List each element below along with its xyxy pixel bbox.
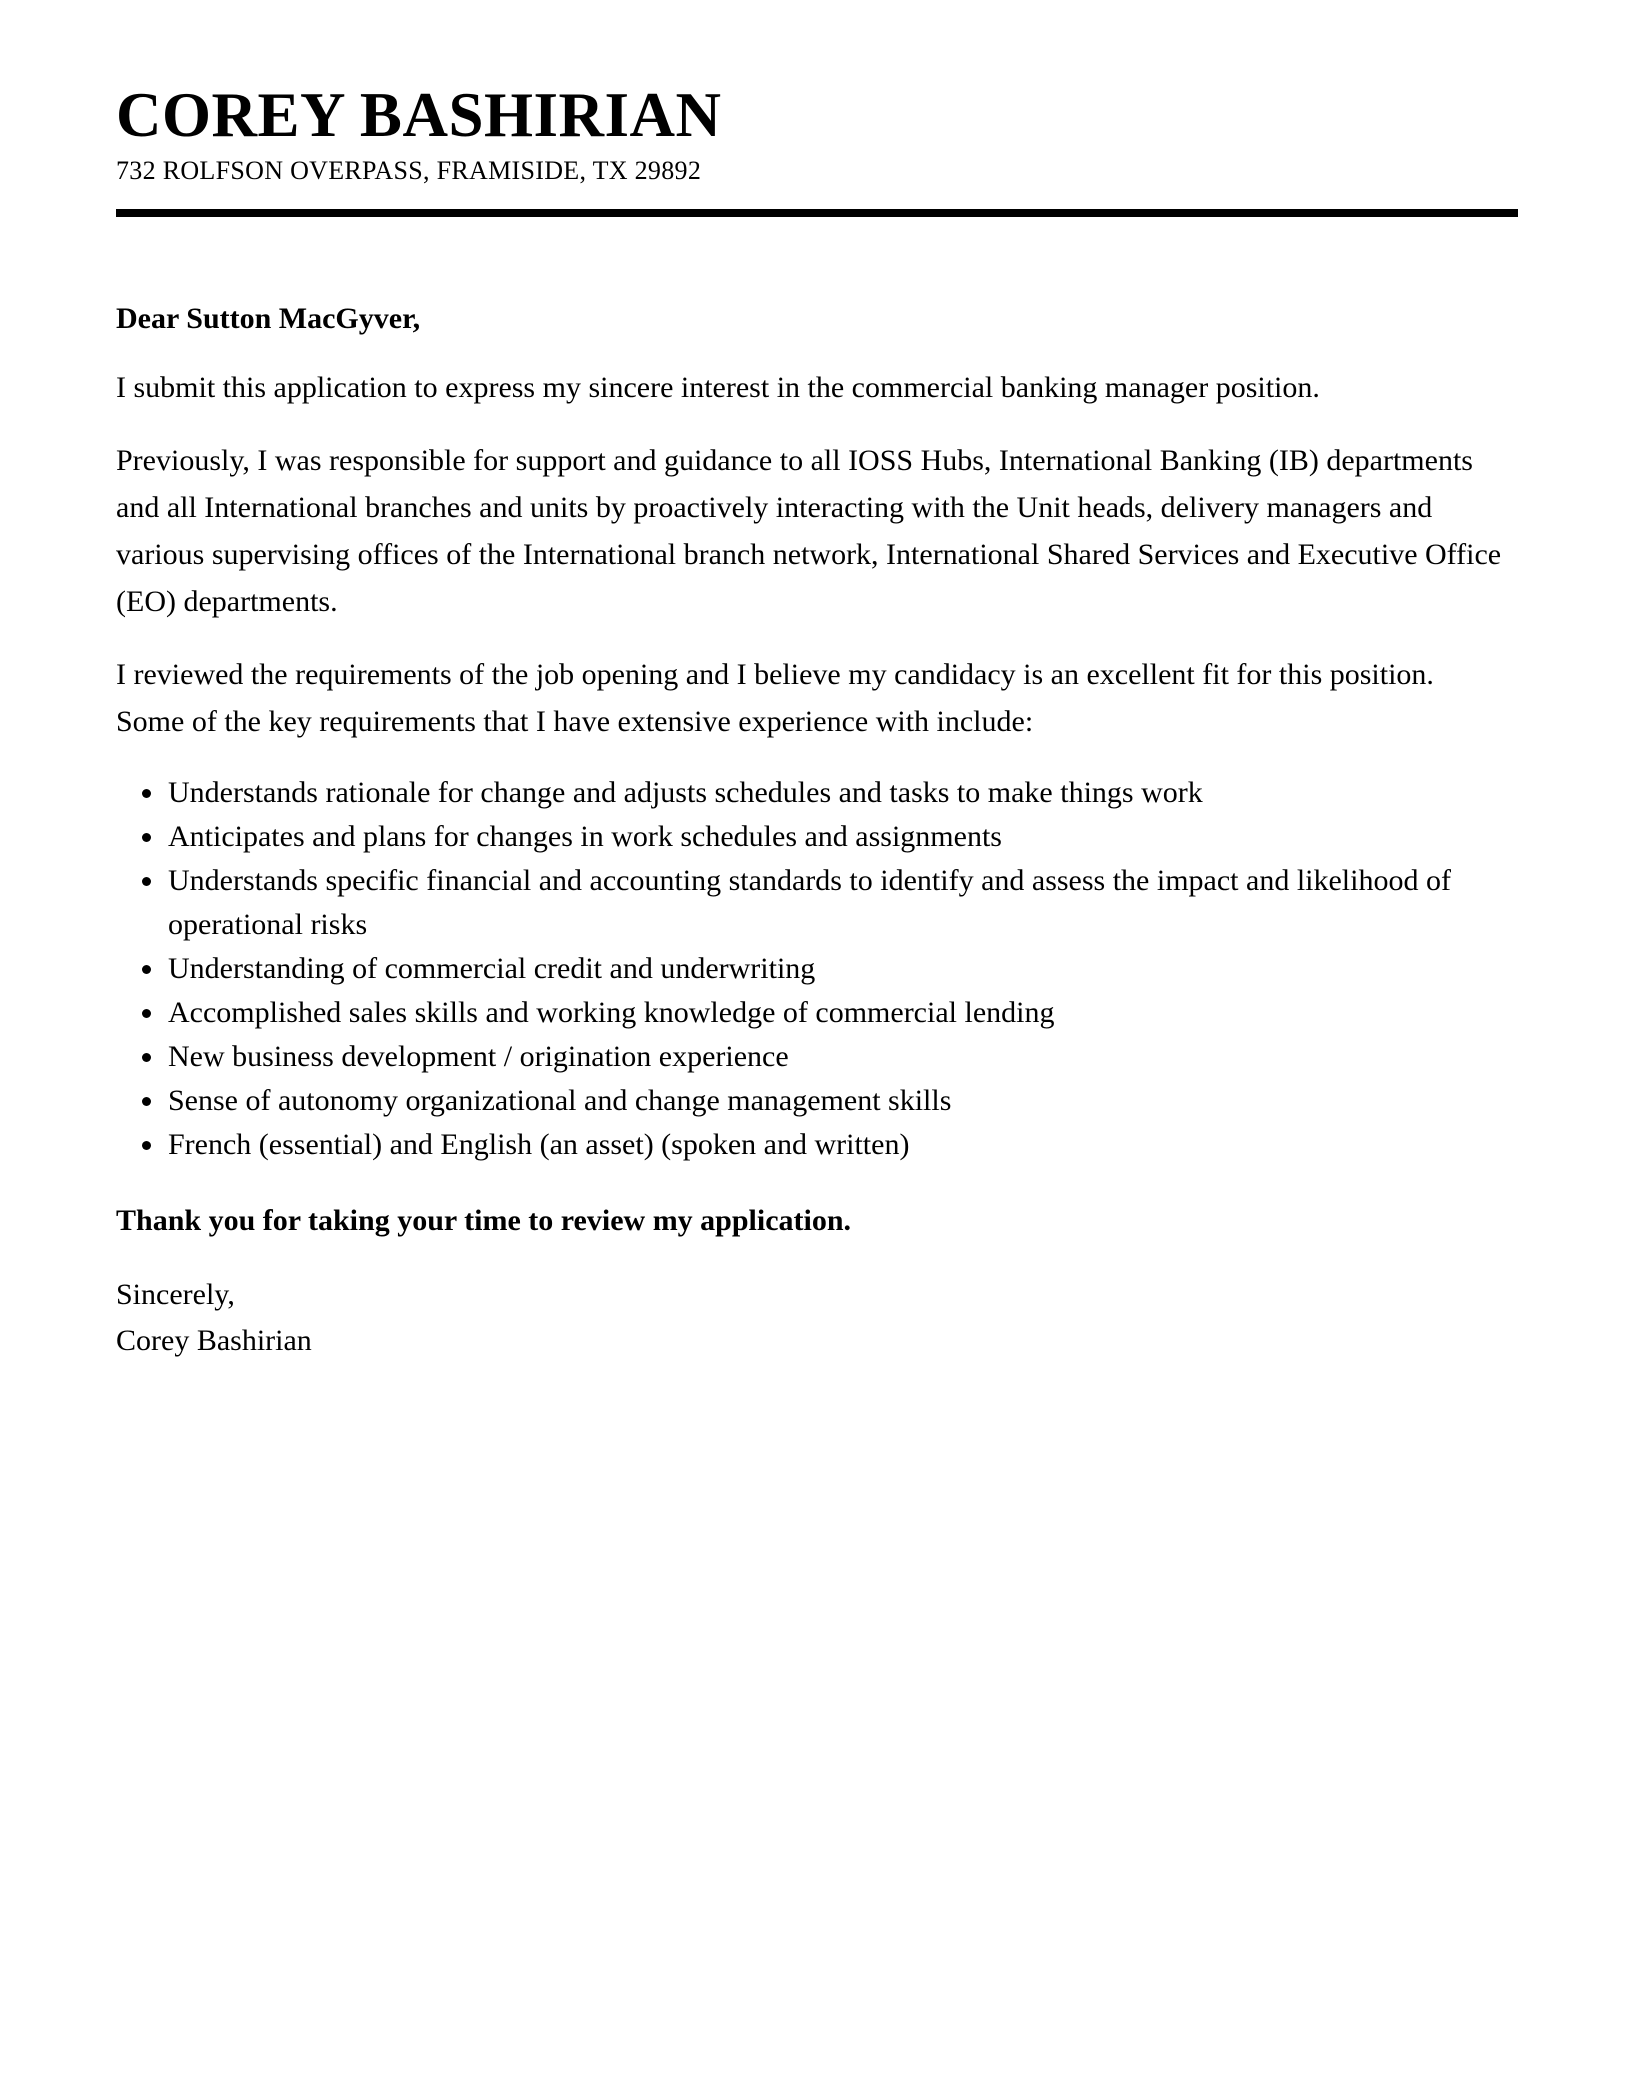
requirements-list (116, 771, 1506, 1167)
requirement-item: • Understands rationale for change and adjusts schedules and tasks to make things work (166, 771, 1506, 815)
header-divider (116, 209, 1518, 217)
letter-header (116, 80, 1518, 186)
requirement-item: • Accomplished sales skills and working knowledge of commercial lending (166, 991, 1506, 1035)
paragraph-intro: I submit this application to express my sincere interest in the commercial banking manager position. (116, 371, 1320, 404)
applicant-address: 732 ROLFSON OVERPASS, FRAMISIDE, TX 29892 (116, 156, 702, 185)
requirement-item: • New business development / origination experience (166, 1035, 1506, 1079)
requirement-item: • Sense of autonomy organizational and change management skills (166, 1079, 1506, 1123)
closing-statement: Thank you for taking your time to review my application. (116, 1204, 852, 1237)
requirement-item: • French (essential) and English (an asset) (spoken and written) (166, 1123, 1506, 1167)
requirement-item: • Understands specific financial and accounting standards to identify and assess the impact and likelihood of operational risks (166, 859, 1506, 947)
paragraph-requirements-lead: I reviewed the requirements of the job opening and I believe my candidacy is an excellent fit for this position. Some of the key requirements that I have extensive experience with include: (116, 658, 1434, 738)
letter-body (116, 295, 1518, 1364)
signature-block (116, 1272, 1518, 1364)
signoff: Sincerely, (116, 1278, 235, 1311)
requirement-item: • Anticipates and plans for changes in work schedules and assignments (166, 815, 1506, 859)
requirement-item: • Understanding of commercial credit and underwriting (166, 947, 1506, 991)
applicant-name: COREY BASHIRIAN (116, 80, 722, 150)
paragraph-experience: Previously, I was responsible for support and guidance to all IOSS Hubs, International Banking (IB) departments and all International branches and units by proactively interacting with the Unit heads, delivery managers and various supervising offices of the International branch network, International Shared Services and Executive Office (EO) departments. (116, 444, 1502, 618)
salutation: Dear Sutton MacGyver, (116, 302, 421, 335)
signature-name: Corey Bashirian (116, 1324, 312, 1357)
